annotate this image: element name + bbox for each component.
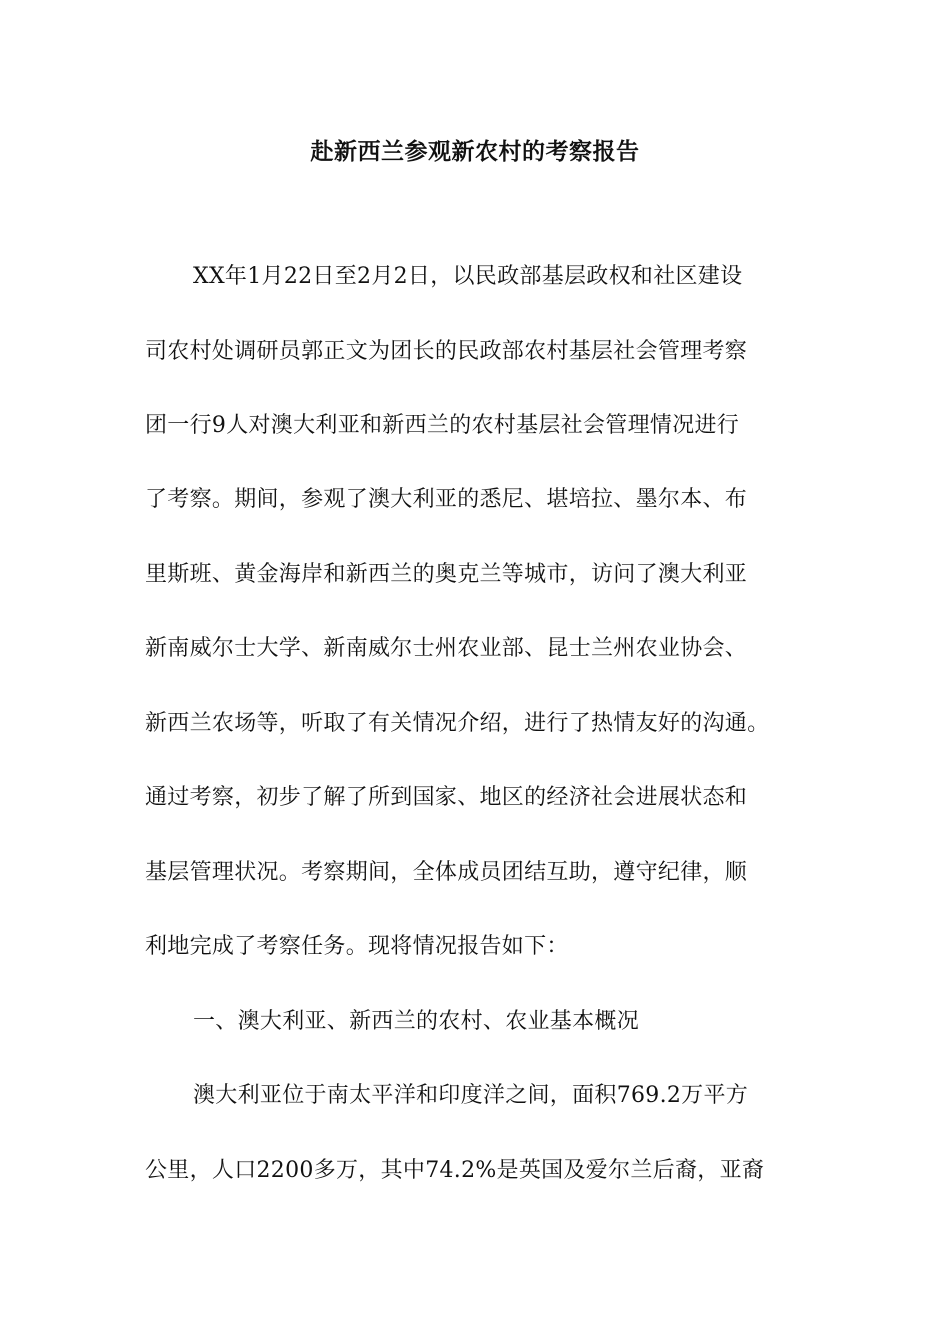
paragraph-line: XX年1月22日至2月2日，以民政部基层政权和社区建设 (193, 264, 743, 289)
document-title: 赴新西兰参观新农村的考察报告 (310, 138, 640, 165)
paragraph-line: 基层管理状况。考察期间，全体成员团结互助，遵守纪律，顺 (145, 860, 748, 885)
paragraph-line: 里斯班、黄金海岸和新西兰的奥克兰等城市，访问了澳大利亚 (145, 562, 748, 587)
paragraph-line: 新西兰农场等，听取了有关情况介绍，进行了热情友好的沟通。 (145, 711, 770, 736)
paragraph-line: 澳大利亚位于南太平洋和印度洋之间，面积769.2万平方 (193, 1083, 749, 1108)
paragraph-line: 公里，人口2200多万，其中74.2%是英国及爱尔兰后裔，亚裔 (145, 1158, 765, 1183)
paragraph-line: 司农村处调研员郭正文为团长的民政部农村基层社会管理考察 (145, 339, 748, 364)
paragraph-line: 了考察。期间，参观了澳大利亚的悉尼、堪培拉、墨尔本、布 (145, 487, 748, 512)
section-heading: 一、澳大利亚、新西兰的农村、农业基本概况 (193, 1009, 640, 1034)
paragraph-line: 利地完成了考察任务。现将情况报告如下： (145, 934, 569, 959)
paragraph-line: 团一行9人对澳大利亚和新西兰的农村基层社会管理情况进行 (145, 413, 740, 438)
paragraph-line: 新南威尔士大学、新南威尔士州农业部、昆士兰州农业协会、 (145, 636, 748, 661)
paragraph-line: 通过考察，初步了解了所到国家、地区的经济社会进展状态和 (145, 785, 748, 810)
